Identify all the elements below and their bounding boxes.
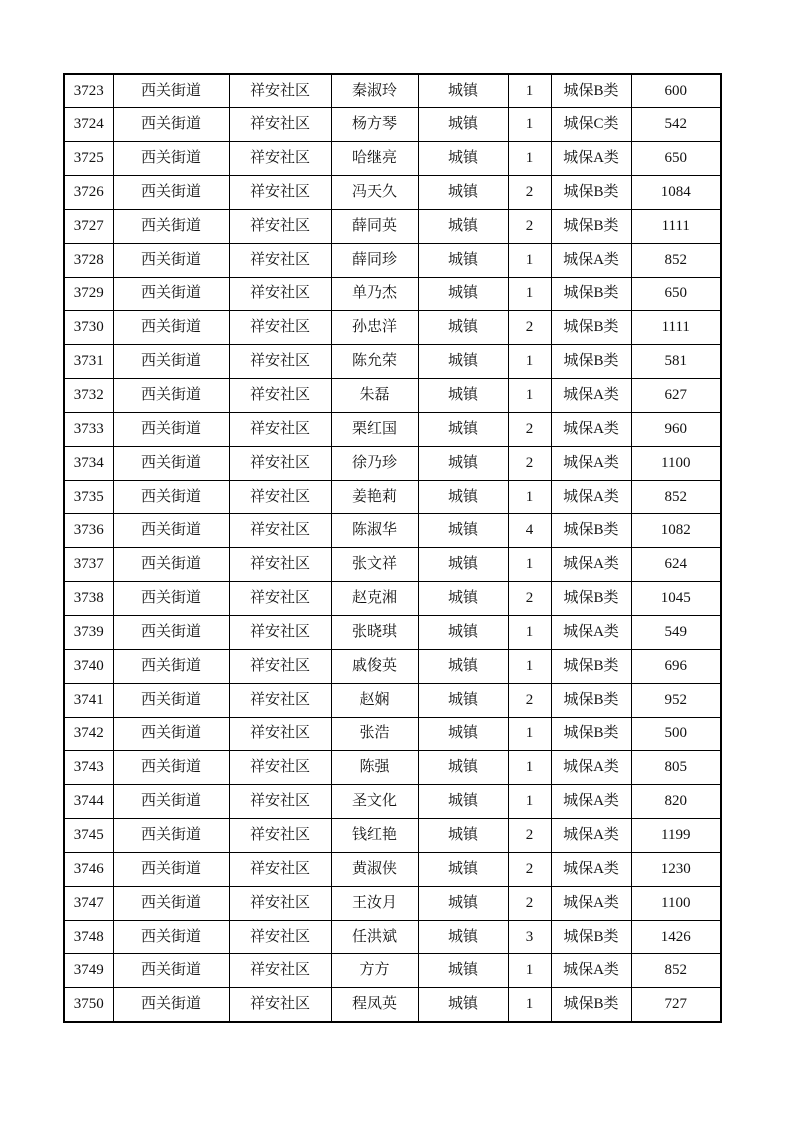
table-cell: 祥安社区 bbox=[229, 751, 331, 785]
table-cell: 城保B类 bbox=[551, 514, 631, 548]
table-cell: 西关街道 bbox=[113, 582, 229, 616]
table-cell: 3747 bbox=[64, 886, 113, 920]
table-cell: 陈允荣 bbox=[331, 345, 418, 379]
table-cell: 城保A类 bbox=[551, 852, 631, 886]
table-cell: 2 bbox=[508, 412, 551, 446]
table-cell: 3738 bbox=[64, 582, 113, 616]
table-cell: 栗红国 bbox=[331, 412, 418, 446]
table-cell: 城镇 bbox=[418, 785, 508, 819]
table-row bbox=[64, 683, 721, 717]
table-row bbox=[64, 176, 721, 210]
table-row bbox=[64, 582, 721, 616]
table-cell: 城保A类 bbox=[551, 886, 631, 920]
table-cell: 3734 bbox=[64, 446, 113, 480]
table-cell: 祥安社区 bbox=[229, 920, 331, 954]
table-cell: 祥安社区 bbox=[229, 785, 331, 819]
table-cell: 城镇 bbox=[418, 852, 508, 886]
table-cell: 祥安社区 bbox=[229, 548, 331, 582]
table-cell: 西关街道 bbox=[113, 717, 229, 751]
table-cell: 3724 bbox=[64, 108, 113, 142]
table-cell: 祥安社区 bbox=[229, 717, 331, 751]
table-cell: 696 bbox=[631, 649, 721, 683]
table-cell: 西关街道 bbox=[113, 988, 229, 1022]
table-cell: 3728 bbox=[64, 243, 113, 277]
table-cell: 城保B类 bbox=[551, 176, 631, 210]
table-cell: 城保B类 bbox=[551, 209, 631, 243]
table-cell: 祥安社区 bbox=[229, 446, 331, 480]
table-row bbox=[64, 548, 721, 582]
table-cell: 2 bbox=[508, 852, 551, 886]
table-cell: 城保A类 bbox=[551, 954, 631, 988]
table-cell: 1111 bbox=[631, 209, 721, 243]
table-row bbox=[64, 311, 721, 345]
table-cell: 1045 bbox=[631, 582, 721, 616]
table-cell: 祥安社区 bbox=[229, 108, 331, 142]
table-cell: 西关街道 bbox=[113, 74, 229, 108]
table-cell: 祥安社区 bbox=[229, 616, 331, 650]
table-cell: 3748 bbox=[64, 920, 113, 954]
table-cell: 1 bbox=[508, 954, 551, 988]
table-cell: 张晓琪 bbox=[331, 616, 418, 650]
table-cell: 城保A类 bbox=[551, 379, 631, 413]
table-cell: 城镇 bbox=[418, 311, 508, 345]
table-cell: 祥安社区 bbox=[229, 142, 331, 176]
table-cell: 城保A类 bbox=[551, 446, 631, 480]
table-cell: 3726 bbox=[64, 176, 113, 210]
table-cell: 805 bbox=[631, 751, 721, 785]
table-cell: 1 bbox=[508, 649, 551, 683]
table-cell: 1 bbox=[508, 751, 551, 785]
table-cell: 城镇 bbox=[418, 954, 508, 988]
table-cell: 城保B类 bbox=[551, 683, 631, 717]
table-cell: 3744 bbox=[64, 785, 113, 819]
table-cell: 西关街道 bbox=[113, 209, 229, 243]
table-cell: 1 bbox=[508, 785, 551, 819]
table-cell: 西关街道 bbox=[113, 412, 229, 446]
table-cell: 3733 bbox=[64, 412, 113, 446]
table-row bbox=[64, 74, 721, 108]
table-row bbox=[64, 243, 721, 277]
table-row bbox=[64, 277, 721, 311]
table-cell: 城保B类 bbox=[551, 920, 631, 954]
table-cell: 西关街道 bbox=[113, 954, 229, 988]
table-cell: 祥安社区 bbox=[229, 819, 331, 853]
table-cell: 城保A类 bbox=[551, 480, 631, 514]
table-cell: 城保B类 bbox=[551, 74, 631, 108]
table-cell: 西关街道 bbox=[113, 345, 229, 379]
table-cell: 1230 bbox=[631, 852, 721, 886]
table-row bbox=[64, 142, 721, 176]
table-cell: 960 bbox=[631, 412, 721, 446]
table-cell: 钱红艳 bbox=[331, 819, 418, 853]
table-cell: 杨方琴 bbox=[331, 108, 418, 142]
table-cell: 城镇 bbox=[418, 616, 508, 650]
table-row bbox=[64, 920, 721, 954]
table-row bbox=[64, 785, 721, 819]
table-cell: 城保B类 bbox=[551, 988, 631, 1022]
table-cell: 3723 bbox=[64, 74, 113, 108]
table-cell: 西关街道 bbox=[113, 852, 229, 886]
table-cell: 西关街道 bbox=[113, 920, 229, 954]
table-body bbox=[64, 74, 721, 1022]
table-cell: 3746 bbox=[64, 852, 113, 886]
table-cell: 城保A类 bbox=[551, 142, 631, 176]
table-cell: 张浩 bbox=[331, 717, 418, 751]
table-cell: 哈继亮 bbox=[331, 142, 418, 176]
table-cell: 549 bbox=[631, 616, 721, 650]
table-cell: 2 bbox=[508, 311, 551, 345]
table-cell: 1084 bbox=[631, 176, 721, 210]
table-cell: 陈强 bbox=[331, 751, 418, 785]
table-cell: 西关街道 bbox=[113, 176, 229, 210]
table-row bbox=[64, 649, 721, 683]
table-cell: 城保B类 bbox=[551, 345, 631, 379]
table-row bbox=[64, 108, 721, 142]
table-cell: 1 bbox=[508, 717, 551, 751]
table-cell: 祥安社区 bbox=[229, 649, 331, 683]
table-cell: 西关街道 bbox=[113, 683, 229, 717]
table-row bbox=[64, 616, 721, 650]
table-cell: 城镇 bbox=[418, 74, 508, 108]
table-cell: 852 bbox=[631, 480, 721, 514]
table-cell: 西关街道 bbox=[113, 819, 229, 853]
table-cell: 城镇 bbox=[418, 446, 508, 480]
table-cell: 城保A类 bbox=[551, 616, 631, 650]
table-cell: 城镇 bbox=[418, 886, 508, 920]
table-cell: 3750 bbox=[64, 988, 113, 1022]
table-cell: 祥安社区 bbox=[229, 379, 331, 413]
table-row bbox=[64, 751, 721, 785]
table-cell: 冯天久 bbox=[331, 176, 418, 210]
table-cell: 627 bbox=[631, 379, 721, 413]
table-cell: 方方 bbox=[331, 954, 418, 988]
table-cell: 650 bbox=[631, 142, 721, 176]
table-cell: 城镇 bbox=[418, 379, 508, 413]
table-row bbox=[64, 345, 721, 379]
table-row bbox=[64, 954, 721, 988]
table-cell: 1 bbox=[508, 142, 551, 176]
table-cell: 西关街道 bbox=[113, 514, 229, 548]
table-cell: 城镇 bbox=[418, 582, 508, 616]
table-cell: 祥安社区 bbox=[229, 852, 331, 886]
table-cell: 3735 bbox=[64, 480, 113, 514]
table-cell: 西关街道 bbox=[113, 480, 229, 514]
table-cell: 城保B类 bbox=[551, 717, 631, 751]
table-cell: 城保A类 bbox=[551, 243, 631, 277]
table-row bbox=[64, 480, 721, 514]
table-cell: 城镇 bbox=[418, 209, 508, 243]
table-cell: 3737 bbox=[64, 548, 113, 582]
table-cell: 1082 bbox=[631, 514, 721, 548]
table-cell: 祥安社区 bbox=[229, 582, 331, 616]
table-cell: 黄淑侠 bbox=[331, 852, 418, 886]
table-cell: 祥安社区 bbox=[229, 954, 331, 988]
table-cell: 张文祥 bbox=[331, 548, 418, 582]
table-cell: 城保A类 bbox=[551, 412, 631, 446]
table-cell: 城镇 bbox=[418, 717, 508, 751]
table-cell: 2 bbox=[508, 209, 551, 243]
table-cell: 单乃杰 bbox=[331, 277, 418, 311]
table-cell: 城镇 bbox=[418, 176, 508, 210]
table-cell: 城保B类 bbox=[551, 649, 631, 683]
table-cell: 3736 bbox=[64, 514, 113, 548]
table-cell: 城保C类 bbox=[551, 108, 631, 142]
table-cell: 952 bbox=[631, 683, 721, 717]
table-cell: 城镇 bbox=[418, 548, 508, 582]
table-cell: 1 bbox=[508, 548, 551, 582]
table-cell: 戚俊英 bbox=[331, 649, 418, 683]
table-cell: 祥安社区 bbox=[229, 988, 331, 1022]
table-cell: 3725 bbox=[64, 142, 113, 176]
table-cell: 2 bbox=[508, 446, 551, 480]
table-cell: 程凤英 bbox=[331, 988, 418, 1022]
table-cell: 祥安社区 bbox=[229, 176, 331, 210]
table-cell: 3732 bbox=[64, 379, 113, 413]
table-cell: 任洪斌 bbox=[331, 920, 418, 954]
table-cell: 1426 bbox=[631, 920, 721, 954]
table-cell: 城镇 bbox=[418, 345, 508, 379]
table-cell: 1111 bbox=[631, 311, 721, 345]
table-cell: 城镇 bbox=[418, 277, 508, 311]
table-cell: 祥安社区 bbox=[229, 209, 331, 243]
table-cell: 徐乃珍 bbox=[331, 446, 418, 480]
table-cell: 1100 bbox=[631, 446, 721, 480]
subsidy-table bbox=[63, 73, 722, 1023]
table-cell: 1100 bbox=[631, 886, 721, 920]
table-cell: 城镇 bbox=[418, 819, 508, 853]
table-cell: 城镇 bbox=[418, 480, 508, 514]
table-cell: 600 bbox=[631, 74, 721, 108]
table-cell: 薛同英 bbox=[331, 209, 418, 243]
table-cell: 祥安社区 bbox=[229, 412, 331, 446]
table-cell: 2 bbox=[508, 176, 551, 210]
table-cell: 西关街道 bbox=[113, 649, 229, 683]
table-cell: 城镇 bbox=[418, 751, 508, 785]
table-cell: 2 bbox=[508, 886, 551, 920]
table-cell: 1 bbox=[508, 74, 551, 108]
table-cell: 城镇 bbox=[418, 108, 508, 142]
table-cell: 3741 bbox=[64, 683, 113, 717]
table-cell: 城保A类 bbox=[551, 785, 631, 819]
table-cell: 542 bbox=[631, 108, 721, 142]
table-cell: 3740 bbox=[64, 649, 113, 683]
table-cell: 3749 bbox=[64, 954, 113, 988]
table-cell: 3743 bbox=[64, 751, 113, 785]
table-cell: 4 bbox=[508, 514, 551, 548]
table-row bbox=[64, 379, 721, 413]
table-cell: 1 bbox=[508, 480, 551, 514]
table-cell: 秦淑玲 bbox=[331, 74, 418, 108]
table-cell: 城镇 bbox=[418, 514, 508, 548]
table-cell: 650 bbox=[631, 277, 721, 311]
table-cell: 祥安社区 bbox=[229, 480, 331, 514]
table-cell: 城保A类 bbox=[551, 751, 631, 785]
table-row bbox=[64, 886, 721, 920]
table-cell: 祥安社区 bbox=[229, 886, 331, 920]
table-cell: 祥安社区 bbox=[229, 243, 331, 277]
table-cell: 西关街道 bbox=[113, 277, 229, 311]
table-cell: 727 bbox=[631, 988, 721, 1022]
table-cell: 3739 bbox=[64, 616, 113, 650]
table-cell: 孙忠洋 bbox=[331, 311, 418, 345]
table-cell: 3727 bbox=[64, 209, 113, 243]
table-cell: 城保B类 bbox=[551, 311, 631, 345]
table-cell: 陈淑华 bbox=[331, 514, 418, 548]
table-cell: 852 bbox=[631, 954, 721, 988]
table-cell: 1199 bbox=[631, 819, 721, 853]
table-cell: 城镇 bbox=[418, 412, 508, 446]
table-cell: 1 bbox=[508, 108, 551, 142]
table-row bbox=[64, 852, 721, 886]
table-cell: 西关街道 bbox=[113, 379, 229, 413]
table-cell: 624 bbox=[631, 548, 721, 582]
table-row bbox=[64, 514, 721, 548]
table-cell: 1 bbox=[508, 379, 551, 413]
table-cell: 3729 bbox=[64, 277, 113, 311]
table-cell: 祥安社区 bbox=[229, 683, 331, 717]
table-cell: 城镇 bbox=[418, 988, 508, 1022]
table-cell: 西关街道 bbox=[113, 616, 229, 650]
table-cell: 圣文化 bbox=[331, 785, 418, 819]
table-cell: 城保A类 bbox=[551, 548, 631, 582]
table-cell: 1 bbox=[508, 345, 551, 379]
table-cell: 3745 bbox=[64, 819, 113, 853]
table-cell: 581 bbox=[631, 345, 721, 379]
table-cell: 西关街道 bbox=[113, 142, 229, 176]
table-cell: 1 bbox=[508, 243, 551, 277]
table-cell: 2 bbox=[508, 683, 551, 717]
table-cell: 西关街道 bbox=[113, 548, 229, 582]
table-cell: 城镇 bbox=[418, 920, 508, 954]
table-cell: 王汝月 bbox=[331, 886, 418, 920]
table-cell: 城镇 bbox=[418, 649, 508, 683]
table-cell: 城保B类 bbox=[551, 277, 631, 311]
table-cell: 2 bbox=[508, 582, 551, 616]
table-cell: 西关街道 bbox=[113, 886, 229, 920]
table-cell: 祥安社区 bbox=[229, 277, 331, 311]
table-cell: 3 bbox=[508, 920, 551, 954]
table-cell: 城镇 bbox=[418, 243, 508, 277]
table-cell: 薛同珍 bbox=[331, 243, 418, 277]
table-row bbox=[64, 819, 721, 853]
table-cell: 祥安社区 bbox=[229, 345, 331, 379]
table-cell: 3731 bbox=[64, 345, 113, 379]
table-cell: 500 bbox=[631, 717, 721, 751]
table-cell: 姜艳莉 bbox=[331, 480, 418, 514]
table-row bbox=[64, 209, 721, 243]
table-cell: 祥安社区 bbox=[229, 514, 331, 548]
table-cell: 西关街道 bbox=[113, 446, 229, 480]
table-cell: 西关街道 bbox=[113, 311, 229, 345]
table-cell: 城镇 bbox=[418, 142, 508, 176]
table-cell: 820 bbox=[631, 785, 721, 819]
table-cell: 城保B类 bbox=[551, 582, 631, 616]
table-cell: 赵娴 bbox=[331, 683, 418, 717]
table-cell: 1 bbox=[508, 277, 551, 311]
table-row bbox=[64, 446, 721, 480]
table-cell: 西关街道 bbox=[113, 751, 229, 785]
table-row bbox=[64, 988, 721, 1022]
table-cell: 1 bbox=[508, 616, 551, 650]
table-row bbox=[64, 412, 721, 446]
table-cell: 3730 bbox=[64, 311, 113, 345]
table-row bbox=[64, 717, 721, 751]
table-cell: 城镇 bbox=[418, 683, 508, 717]
table-cell: 西关街道 bbox=[113, 108, 229, 142]
table-cell: 1 bbox=[508, 988, 551, 1022]
table-cell: 西关街道 bbox=[113, 785, 229, 819]
table-cell: 朱磊 bbox=[331, 379, 418, 413]
table-cell: 西关街道 bbox=[113, 243, 229, 277]
table-cell: 祥安社区 bbox=[229, 311, 331, 345]
table-cell: 赵克湘 bbox=[331, 582, 418, 616]
table-cell: 城保A类 bbox=[551, 819, 631, 853]
table-cell: 祥安社区 bbox=[229, 74, 331, 108]
table-cell: 2 bbox=[508, 819, 551, 853]
table-cell: 3742 bbox=[64, 717, 113, 751]
table-cell: 852 bbox=[631, 243, 721, 277]
